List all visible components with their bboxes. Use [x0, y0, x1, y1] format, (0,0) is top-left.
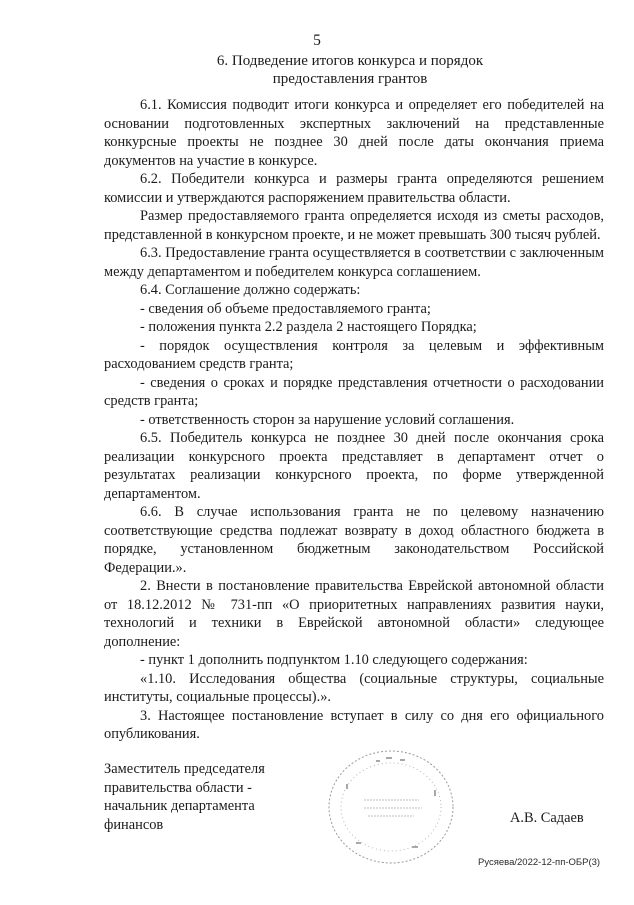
- paragraph-2: 2. Внести в постановление правительства Еврейской автономной области от 18.12.2012 № 731-пп «О приоритетных направлениях развития науки, технологий и техники в Еврейской автономной области» следующее дополнение:: [104, 578, 604, 650]
- paragraph-6-4: 6.4. Соглашение должно содержать:: [140, 282, 361, 298]
- signatory-name: А.В. Садаев: [510, 810, 584, 826]
- list-item: - порядок осуществления контроля за целевым и эффективным расходованием средств гранта;: [104, 337, 604, 372]
- page-number: 5: [313, 32, 321, 49]
- paragraph-6-1: 6.1. Комиссия подводит итоги конкурса и определяет его победителей на основании подготовленных экспертных заключений на представленные конкурсные проекты не позднее 30 дней после даты окончания приема документов на участие в конкурсе.: [104, 97, 604, 169]
- paragraph-6-5: 6.5. Победитель конкурса не позднее 30 дней после окончания срока реализации конкурсного проекта представляет в департамент отчет о результатах реализации конкурсного проекта, по форме утвержденной департаментом.: [104, 430, 604, 502]
- signatory-title-line: начальник департамента: [104, 798, 255, 814]
- list-item: - ответственность сторон за нарушение условий соглашения.: [140, 411, 515, 428]
- document-body: [104, 96, 604, 744]
- document-code: Русяева/2022-12-пп-ОБР(3): [478, 857, 601, 868]
- paragraph-6-2: 6.2. Победители конкурса и размеры гранта определяются решением комиссии и утверждаются распоряжением правительства области.: [104, 171, 604, 206]
- list-item: - сведения о сроках и порядке представления отчетности о расходовании средств гранта;: [104, 374, 604, 409]
- signatory-title: [104, 760, 304, 834]
- signatory-title-line: правительства области -: [104, 779, 252, 796]
- section-heading-line: 6. Подведение итогов конкурса и порядок: [216, 53, 484, 69]
- signatory-title-line: Заместитель председателя: [104, 761, 265, 777]
- list-item: - сведения об объеме предоставляемого гранта;: [140, 300, 431, 317]
- section-heading-line: предоставления грантов: [272, 71, 428, 87]
- signatory-title-line: финансов: [104, 816, 164, 833]
- paragraph-3: 3. Настоящее постановление вступает в силу со дня его официального опубликования.: [104, 707, 604, 742]
- official-seal-icon: [316, 742, 466, 872]
- list-item: - положения пункта 2.2 раздела 2 настоящего Порядка;: [140, 319, 477, 335]
- section-heading: [150, 52, 550, 88]
- paragraph-grant-size: Размер предоставляемого гранта определяется исходя из сметы расходов, представленной в конкурсном проекте, и не может превышать 300 тысяч рублей.: [104, 208, 604, 243]
- paragraph-6-3: 6.3. Предоставление гранта осуществляется в соответствии с заключенным между департаментом и победителем конкурса соглашением.: [104, 245, 604, 280]
- list-item: - пункт 1 дополнить подпунктом 1.10 следующего содержания:: [140, 652, 528, 668]
- paragraph-6-6: 6.6. В случае использования гранта не по целевому назначению соответствующие средства подлежат возврату в доход областного бюджета в порядке, установленном бюджетным законодательством Российской Федерации.».: [104, 504, 604, 576]
- paragraph-1-10: «1.10. Исследования общества (социальные структуры, социальные институты, социальные процессы).».: [104, 670, 604, 705]
